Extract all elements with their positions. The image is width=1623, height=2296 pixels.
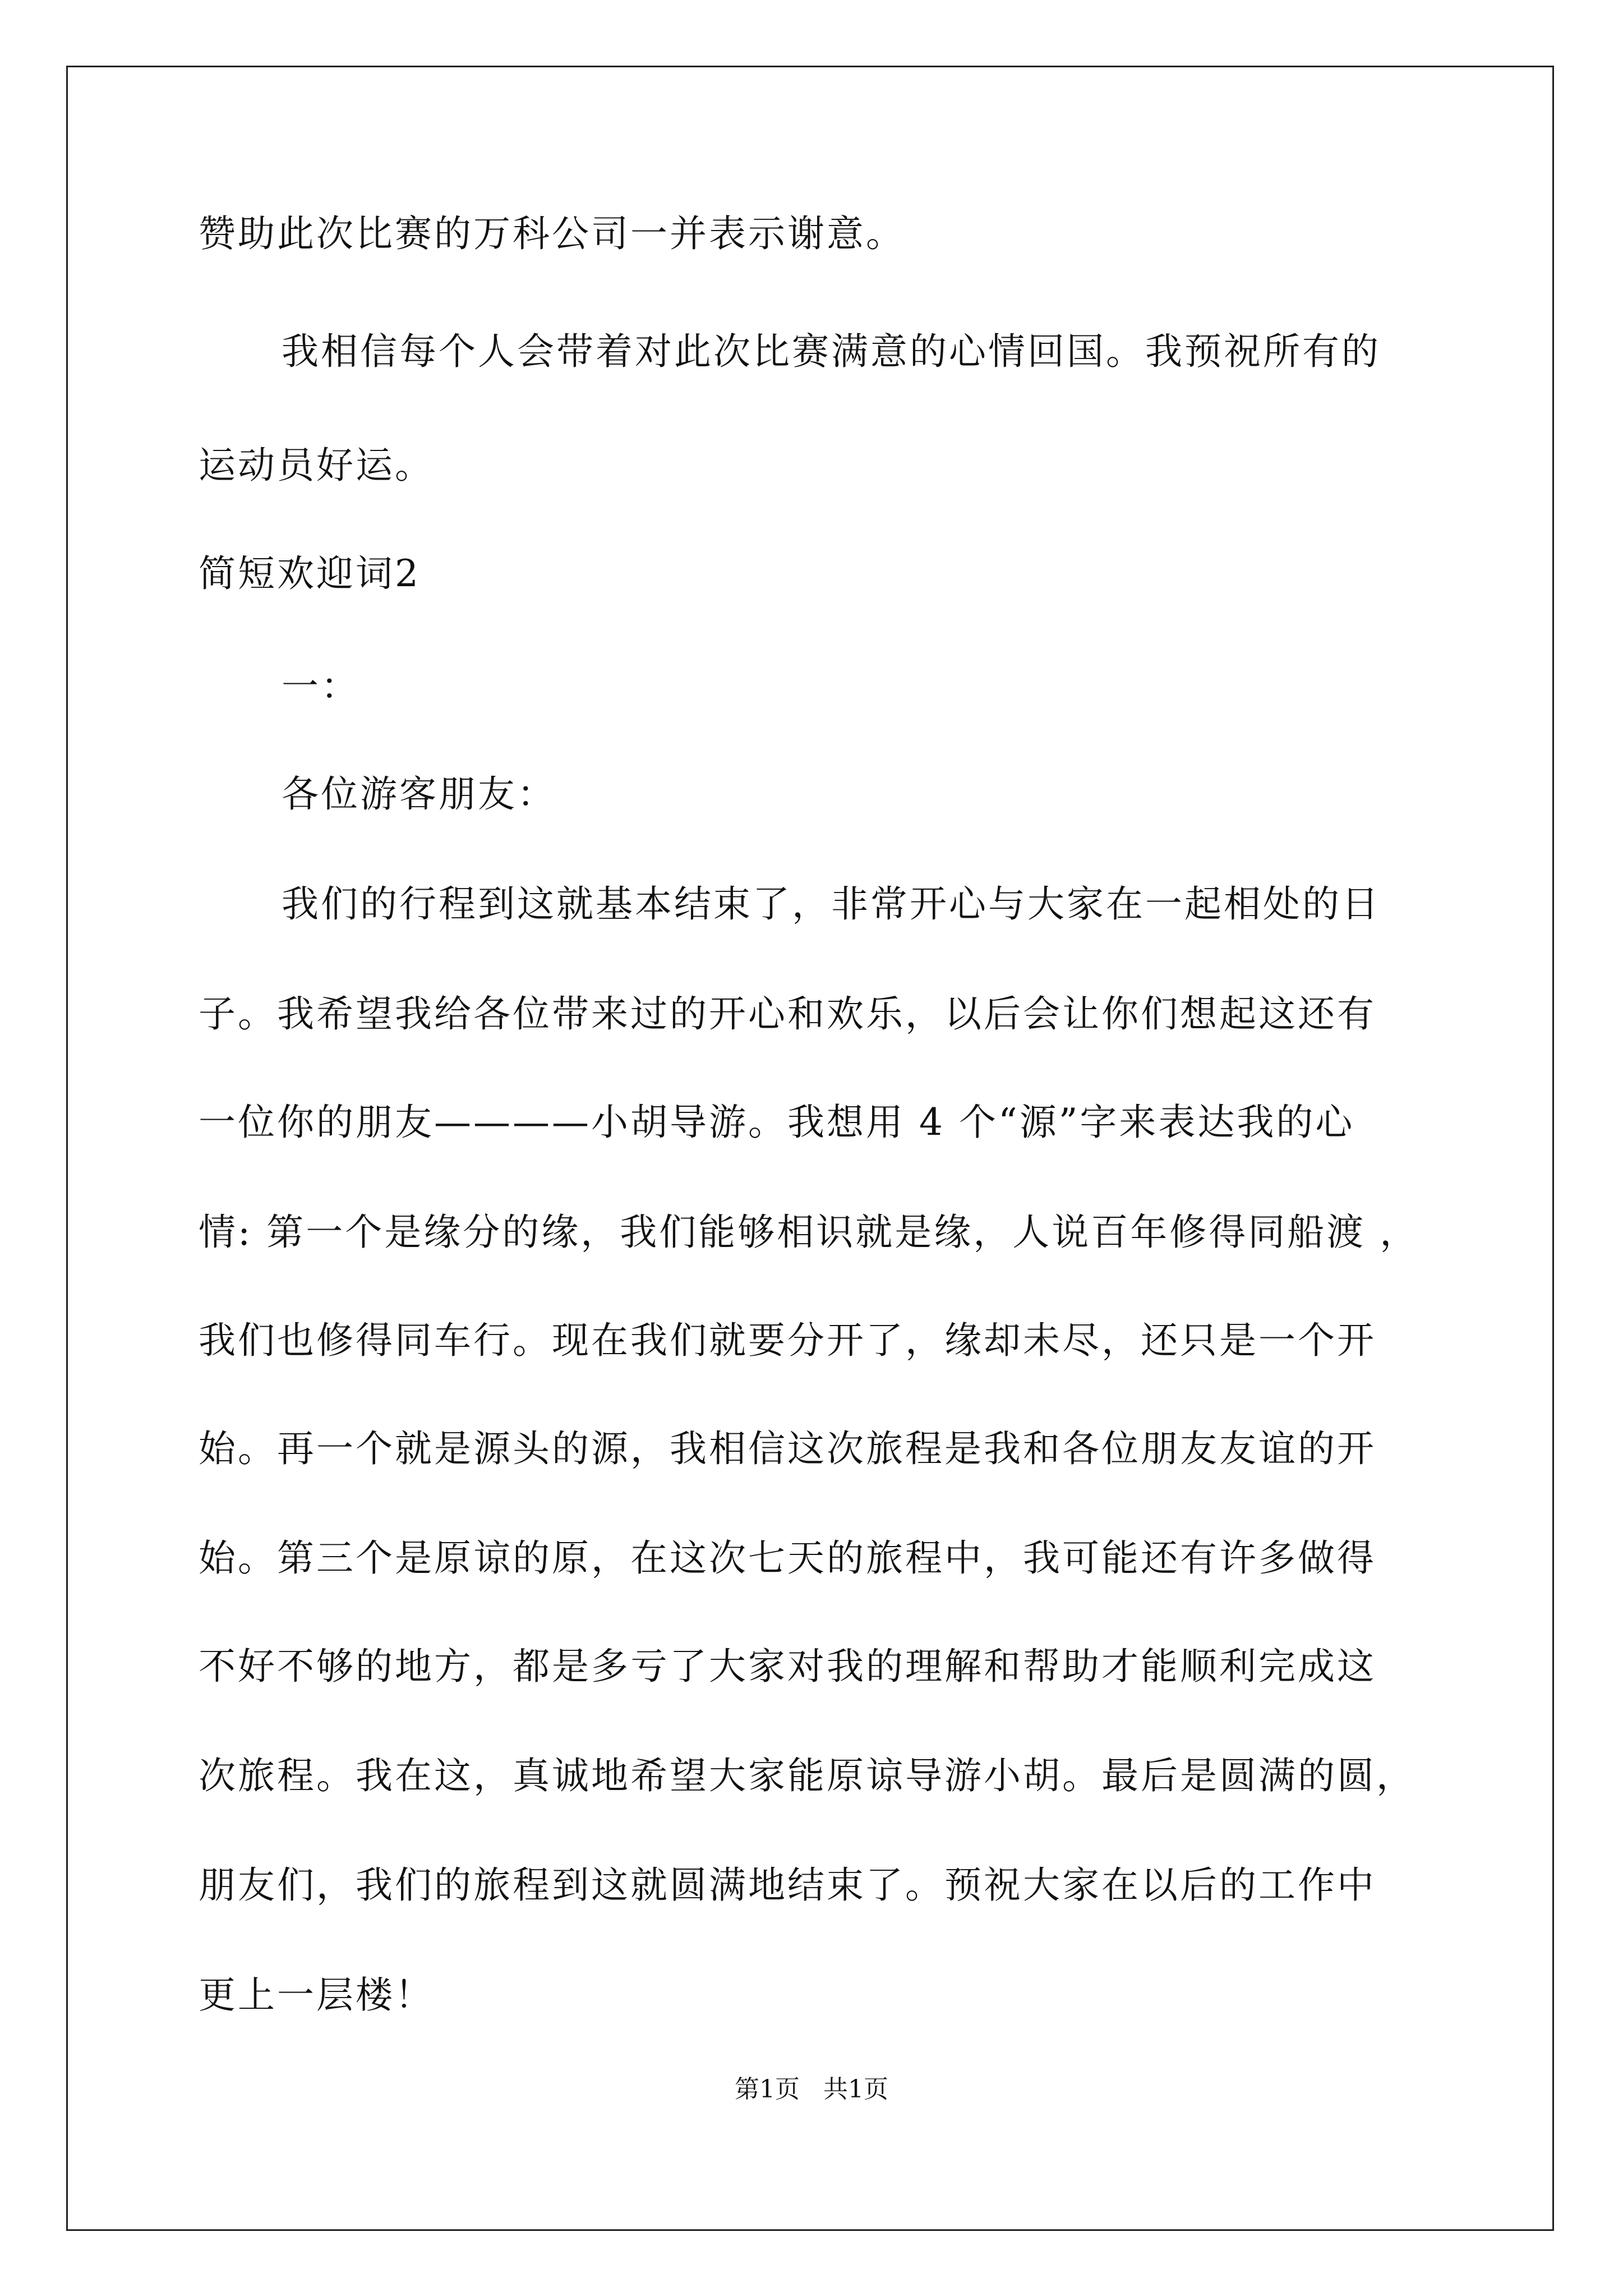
- subsection-label: 一：: [282, 665, 360, 708]
- paragraph-line: 朋友们，我们的旅程到这就圆满地结束了。预祝大家在以后的工作中: [199, 1864, 1376, 1907]
- paragraph-line: 运动员好运。: [199, 444, 434, 487]
- paragraph-line: 情: 第一个是缘分的缘，我们能够相识就是缘，人说百年修得同船渡 ，: [199, 1211, 1419, 1254]
- page-number-footer: 第1页 共1页: [735, 2075, 888, 2104]
- salutation: 各位游客朋友：: [282, 772, 556, 816]
- paragraph-line: 更上一层楼！: [199, 1973, 434, 2017]
- paragraph-line: 子。我希望我给各位带来过的开心和欢乐，以后会让你们想起这还有: [199, 992, 1376, 1036]
- paragraph-line: 次旅程。我在这，真诚地希望大家能原谅导游小胡。最后是圆满的圆，: [199, 1754, 1415, 1797]
- paragraph-line: 一位你的朋友————小胡导游。我想用 4 个“源”字来表达我的心: [199, 1101, 1355, 1144]
- paragraph-line: 赞助此次比赛的万科公司一并表示谢意。: [199, 212, 905, 255]
- paragraph-line: 不好不够的地方，都是多亏了大家对我的理解和帮助才能顺利完成这: [199, 1645, 1376, 1688]
- paragraph-line: 我们也修得同车行。现在我们就要分开了，缘却未尽，还只是一个开: [199, 1319, 1376, 1362]
- paragraph-line: 始。第三个是原谅的原，在这次七天的旅程中，我可能还有许多做得: [199, 1536, 1376, 1580]
- paragraph-line: 我们的行程到这就基本结束了，非常开心与大家在一起相处的日: [282, 882, 1381, 926]
- section-heading: 简短欢迎词2: [199, 552, 421, 595]
- paragraph-line: 我相信每个人会带着对此次比赛满意的心情回国。我预祝所有的: [282, 330, 1381, 373]
- paragraph-line: 始。再一个就是源头的源，我相信这次旅程是我和各位朋友友谊的开: [199, 1427, 1376, 1470]
